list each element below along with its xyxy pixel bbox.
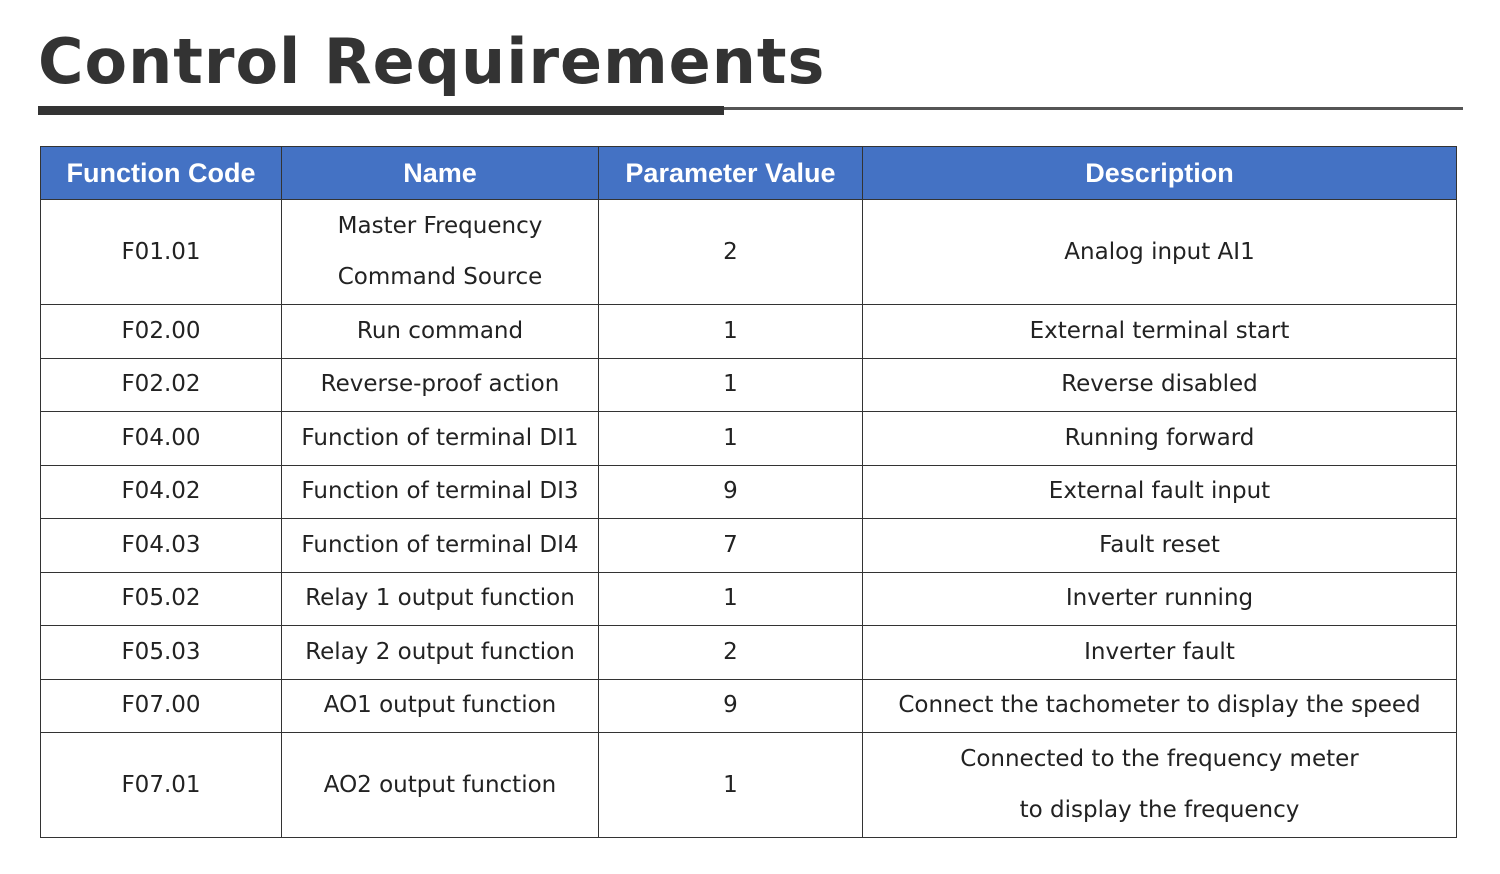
cell-name: Function of terminal DI4 xyxy=(282,519,599,573)
page-title: Control Requirements xyxy=(38,25,826,98)
cell-name: Relay 1 output function xyxy=(282,572,599,626)
cell-parameter-value: 9 xyxy=(599,679,863,733)
cell-description: Fault reset xyxy=(863,519,1457,573)
cell-description-line: to display the frequency xyxy=(1019,797,1300,823)
cell-parameter-value: 9 xyxy=(599,465,863,519)
cell-description-line: Connected to the frequency meter xyxy=(960,746,1359,772)
table-row xyxy=(41,519,1457,573)
cell-description: Running forward xyxy=(863,412,1457,466)
cell-parameter-value: 2 xyxy=(599,626,863,680)
cell-description: External terminal start xyxy=(863,305,1457,359)
cell-name: Relay 2 output function xyxy=(282,626,599,680)
table-header-row xyxy=(41,147,1457,200)
header-description: Description xyxy=(863,147,1457,200)
table-row xyxy=(41,679,1457,733)
table-row xyxy=(41,412,1457,466)
table-row xyxy=(41,200,1457,305)
cell-name: Run command xyxy=(282,305,599,359)
cell-name: AO1 output function xyxy=(282,679,599,733)
cell-function-code: F05.03 xyxy=(41,626,282,680)
cell-function-code: F05.02 xyxy=(41,572,282,626)
table-row xyxy=(41,358,1457,412)
cell-function-code: F04.02 xyxy=(41,465,282,519)
cell-parameter-value: 1 xyxy=(599,412,863,466)
cell-description: Connect the tachometer to display the speed xyxy=(863,679,1457,733)
cell-description: Inverter fault xyxy=(863,626,1457,680)
table-row xyxy=(41,626,1457,680)
cell-name: Function of terminal DI3 xyxy=(282,465,599,519)
cell-function-code: F01.01 xyxy=(41,200,282,305)
cell-function-code: F02.02 xyxy=(41,358,282,412)
cell-description: Analog input AI1 xyxy=(863,200,1457,305)
cell-parameter-value: 1 xyxy=(599,305,863,359)
cell-parameter-value: 7 xyxy=(599,519,863,573)
table-row xyxy=(41,733,1457,838)
cell-name-line: Master Frequency xyxy=(337,213,543,239)
cell-name xyxy=(282,200,599,305)
cell-description: Reverse disabled xyxy=(863,358,1457,412)
cell-description: Inverter running xyxy=(863,572,1457,626)
cell-function-code: F04.03 xyxy=(41,519,282,573)
cell-description: External fault input xyxy=(863,465,1457,519)
cell-name: AO2 output function xyxy=(282,733,599,838)
cell-function-code: F04.00 xyxy=(41,412,282,466)
title-underline-accent xyxy=(38,106,724,115)
header-name: Name xyxy=(282,147,599,200)
cell-name-line: Command Source xyxy=(337,264,543,290)
cell-parameter-value: 1 xyxy=(599,572,863,626)
cell-function-code: F07.01 xyxy=(41,733,282,838)
header-parameter-value: Parameter Value xyxy=(599,147,863,200)
cell-parameter-value: 2 xyxy=(599,200,863,305)
table-row xyxy=(41,572,1457,626)
cell-description xyxy=(863,733,1457,838)
table-row xyxy=(41,305,1457,359)
cell-parameter-value: 1 xyxy=(599,358,863,412)
cell-name: Function of terminal DI1 xyxy=(282,412,599,466)
cell-function-code: F02.00 xyxy=(41,305,282,359)
table-row xyxy=(41,465,1457,519)
cell-parameter-value: 1 xyxy=(599,733,863,838)
cell-function-code: F07.00 xyxy=(41,679,282,733)
parameter-table xyxy=(40,146,1457,838)
header-function-code: Function Code xyxy=(41,147,282,200)
cell-name: Reverse-proof action xyxy=(282,358,599,412)
